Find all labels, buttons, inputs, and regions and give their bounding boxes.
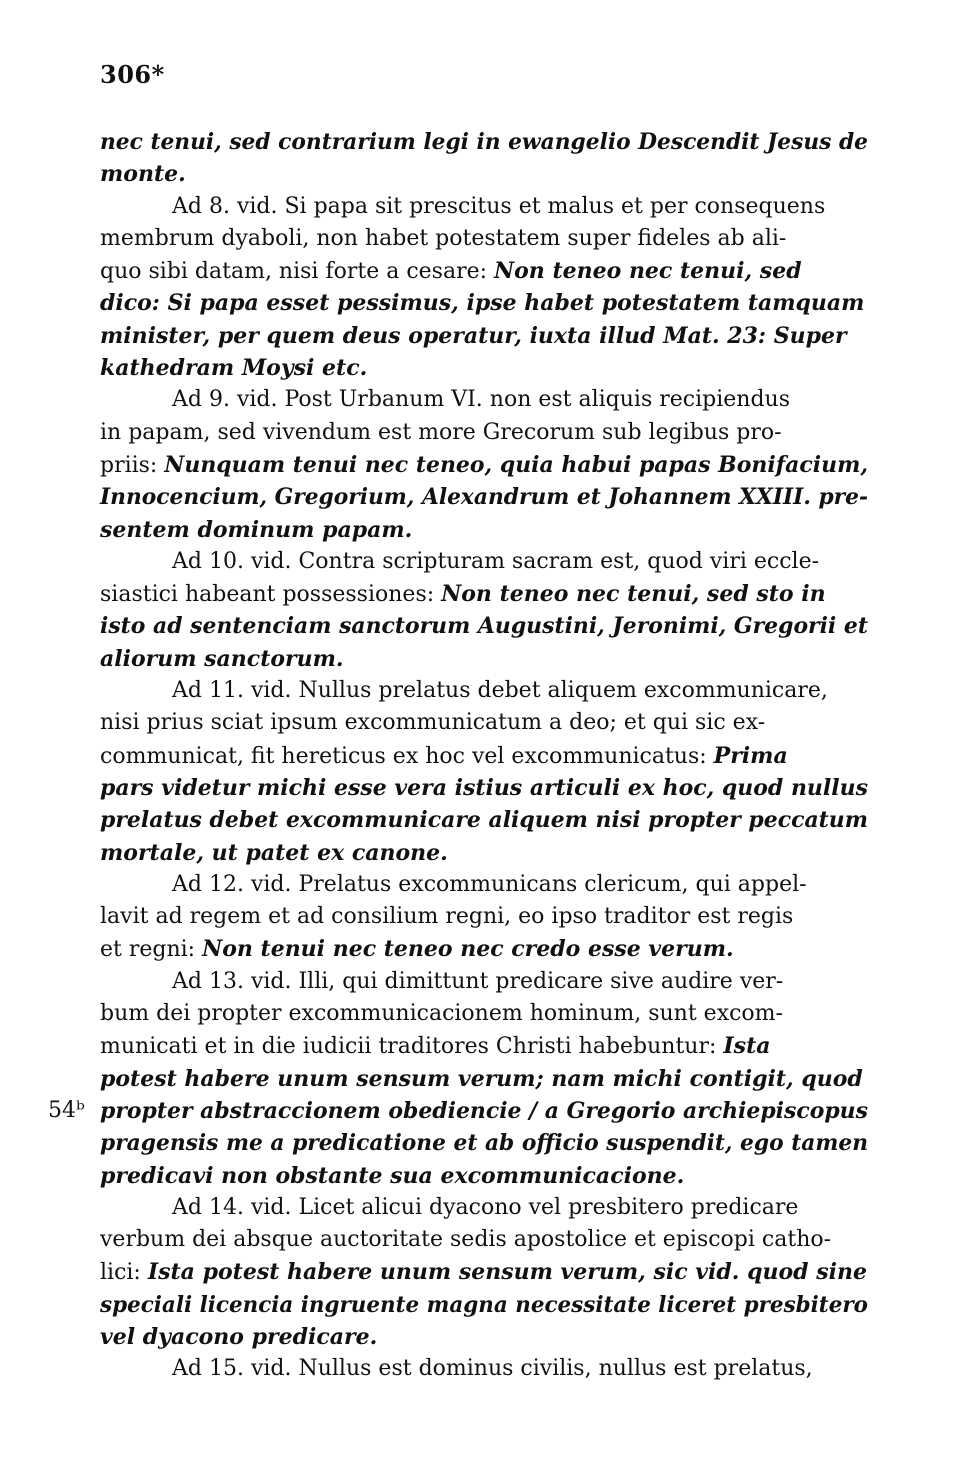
- italic-text: kathedram Moysi etc.: [100, 355, 368, 382]
- italic-text: nec tenui, sed contrarium legi in ewangelio Descendit Jesus de: [100, 129, 869, 155]
- page-number: 306*: [100, 60, 165, 89]
- italic-text: speciali licencia ingruente magna necessitate liceret presbitero: [100, 1291, 868, 1318]
- text-line: [100, 837, 868, 869]
- italic-text: Innocencium, Gregorium, Alexandrum et Johannem XXIII. pre-: [100, 484, 869, 511]
- text-line: [100, 804, 868, 836]
- roman-text: lici:: [100, 1260, 148, 1286]
- body-text: [48, 126, 869, 1386]
- text-line: [100, 481, 868, 513]
- text-line: [100, 255, 868, 287]
- text-line: [100, 610, 868, 642]
- text-line: [100, 966, 868, 998]
- roman-text: municati et in die iudicii traditores Christi habebuntur:: [100, 1034, 724, 1060]
- text-line: [100, 1127, 868, 1159]
- roman-text: et regni:: [100, 937, 203, 963]
- text-line: [100, 869, 868, 901]
- text-line: [100, 1063, 868, 1095]
- italic-text: dico: Si papa esset pessimus, ipse habet potestatem tamquam: [100, 290, 865, 317]
- roman-text: lavit ad regem et ad consilium regni, eo ipso traditor est regis: [100, 904, 794, 930]
- text-line: [100, 1321, 868, 1353]
- text-line: [100, 1224, 868, 1256]
- text-line: [100, 514, 868, 546]
- italic-text: Non teneo nec tenui, sed sto in: [441, 581, 826, 608]
- roman-text: communicat, fit hereticus ex hoc vel excommunicatus:: [100, 743, 714, 769]
- roman-text: Ad 14. vid. Licet alicui dyacono vel presbitero predicare: [172, 1194, 799, 1220]
- text-line: [100, 352, 868, 384]
- italic-text: Ista potest habere unum sensum verum, sic vid. quod sine: [147, 1259, 867, 1286]
- roman-text: nisi prius sciat ipsum excommunicatum a deo; et qui sic ex-: [100, 710, 766, 736]
- text-line: [100, 901, 868, 933]
- text-line: [100, 126, 868, 158]
- text-line: [100, 933, 868, 965]
- roman-text: Ad 15. vid. Nullus est dominus civilis, nullus est prelatus,: [172, 1356, 813, 1382]
- text-line: [100, 417, 868, 449]
- text-line: [100, 223, 868, 255]
- text-line: [100, 449, 868, 481]
- roman-text: priis:: [100, 452, 165, 478]
- text-line: [100, 1160, 868, 1192]
- text-line: [100, 578, 868, 610]
- text-line: [100, 191, 868, 223]
- roman-text: Ad 11. vid. Nullus prelatus debet aliquem excommunicare,: [172, 678, 828, 704]
- roman-text: membrum dyaboli, non habet potestatem super fideles ab ali-: [100, 225, 787, 251]
- italic-text: propter abstraccionem obediencie / a Gregorio archiepiscopus: [100, 1097, 868, 1124]
- text-line: [100, 384, 868, 416]
- italic-text: Non tenui nec teneo nec credo esse verum.: [202, 936, 734, 963]
- text-line: [100, 1353, 868, 1385]
- italic-text: Nunquam tenui nec teneo, quia habui papas Bonifacium,: [164, 451, 868, 478]
- text-line: [100, 287, 868, 319]
- text-line: [100, 643, 868, 675]
- italic-text: prelatus debet excommunicare aliquem nisi propter peccatum: [100, 807, 869, 834]
- roman-text: siastici habeant possessiones:: [100, 582, 442, 608]
- text-line: [100, 546, 868, 578]
- roman-text: in papam, sed vivendum est more Grecorum sub legibus pro-: [100, 419, 782, 445]
- text-line: [100, 998, 868, 1030]
- roman-text: Ad 12. vid. Prelatus excommunicans clericum, qui appel-: [172, 871, 807, 897]
- margin-folio-note: 54ᵇ: [48, 1097, 85, 1123]
- text-line: [100, 320, 868, 352]
- italic-text: pragensis me a predicatione et ab officio suspendit, ego tamen: [100, 1130, 869, 1157]
- text-line: [100, 675, 868, 707]
- roman-text: Ad 8. vid. Si papa sit prescitus et malus et per consequens: [172, 193, 826, 219]
- text-line: [100, 707, 868, 739]
- italic-text: aliorum sanctorum.: [100, 645, 344, 672]
- roman-text: bum dei propter excommunicacionem hominum, sunt excom-: [100, 1001, 783, 1027]
- italic-text: monte.: [100, 161, 186, 188]
- italic-text: vel dyacono predicare.: [100, 1323, 378, 1350]
- roman-text: Ad 13. vid. Illi, qui dimittunt predicare sive audire ver-: [172, 968, 784, 994]
- italic-text: potest habere unum sensum verum; nam michi contigit, quod: [100, 1065, 863, 1092]
- text-line: [100, 1030, 868, 1062]
- text-line: [100, 158, 868, 190]
- roman-text: Ad 9. vid. Post Urbanum VI. non est aliquis recipiendus: [172, 387, 790, 413]
- text-line: [100, 772, 868, 804]
- italic-text: isto ad sentenciam sanctorum Augustini, Jeronimi, Gregorii et: [100, 613, 868, 640]
- italic-text: Ista: [723, 1033, 771, 1060]
- italic-text: sentem dominum papam.: [100, 516, 413, 543]
- italic-text: pars videtur michi esse vera istius articuli ex hoc, quod nullus: [100, 774, 868, 801]
- roman-text: verbum dei absque auctoritate sedis apostolice et episcopi catho-: [100, 1227, 832, 1253]
- text-line: [100, 1192, 868, 1224]
- text-line: [100, 1289, 868, 1321]
- text-line: [100, 1256, 868, 1288]
- italic-text: predicavi non obstante sua excommunicacione.: [100, 1162, 685, 1189]
- italic-text: mortale, ut patet ex canone.: [100, 839, 448, 866]
- italic-text: Non teneo nec tenui, sed: [494, 258, 802, 285]
- italic-text: minister, per quem deus operatur, iuxta illud Mat. 23: Super: [100, 322, 847, 349]
- text-line: [100, 740, 868, 772]
- roman-text: quo sibi datam, nisi forte a cesare:: [100, 259, 495, 285]
- italic-text: Prima: [713, 742, 788, 769]
- roman-text: Ad 10. vid. Contra scripturam sacram est, quod viri eccle-: [172, 548, 820, 574]
- text-line: [48, 1095, 868, 1127]
